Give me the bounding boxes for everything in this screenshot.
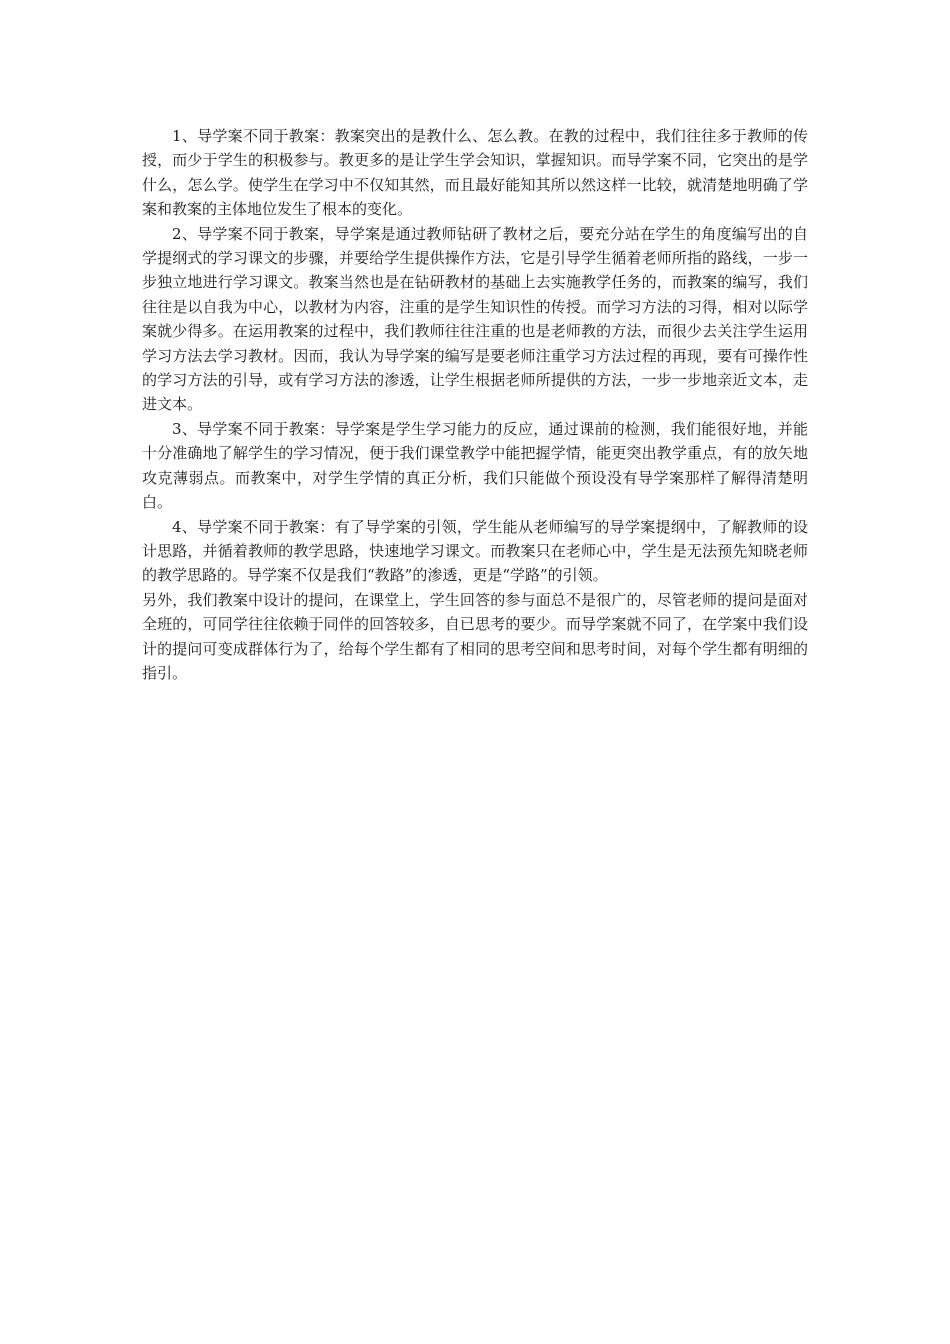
paragraph-5: 另外，我们教案中设计的提问，在课堂上，学生回答的参与面总不是很广的，尽管老师的提问是面对全班的，可同学往往依赖于同伴的回答较多，自已思考的要少。而导学案就不同了，在学案中我们设计的提问可变成群体行为了，给每个学生都有了相同的思考空间和思考时间，对每个学生都有明细的指引。 [142,590,808,682]
paragraph-4: 4、导学案不同于教案：有了导学案的引领，学生能从老师编写的导学案提纲中，了解教师的设计思路，并循着教师的教学思路，快速地学习课文。而教案只在老师心中，学生是无法预先知晓老师的教学思路的。导学案不仅是我们“教路”的渗透，更是“学路”的引领。 [142,517,808,585]
paragraph-3: 3、导学案不同于教案：导学案是学生学习能力的反应，通过课前的检测，我们能很好地，并能十分准确地了解学生的学习情况，便于我们课堂教学中能把握学情，能更突出教学重点，有的放矢地攻克薄弱点。而教案中，对学生学情的真正分析，我们只能做个预设没有导学案那样了解得清楚明白。 [142,419,808,512]
document-body [142,124,808,685]
paragraph-2: 2、导学案不同于教案，导学案是通过教师钻研了教材之后，要充分站在学生的角度编写出的自学提纲式的学习课文的步骤，并要给学生提供操作方法，它是引导学生循着老师所指的路线，一步一步独立地进行学习课文。教案当然也是在钻研教材的基础上去实施教学任务的，而教案的编写，我们往往是以自我为中心，以教材为内容，注重的是学生知识性的传授。而学习方法的习得，相对以际学案就少得多。在运用教案的过程中，我们教师往往注重的也是老师教的方法，而很少去关注学生运用学习方法去学习教材。因而，我认为导学案的编写是要老师注重学习方法过程的再现，要有可操作性的学习方法的引导，或有学习方法的渗透，让学生根据老师所提供的方法，一步一步地亲近文本，走进文本。 [142,224,808,414]
paragraph-1: 1、导学案不同于教案：教案突出的是教什么、怎么教。在教的过程中，我们往往多于教师的传授，而少于学生的积极参与。教更多的是让学生学会知识，掌握知识。而导学案不同，它突出的是学什么，怎么学。使学生在学习中不仅知其然，而且最好能知其所以然这样一比较，就清楚地明确了学案和教案的主体地位发生了根本的变化。 [142,127,808,219]
